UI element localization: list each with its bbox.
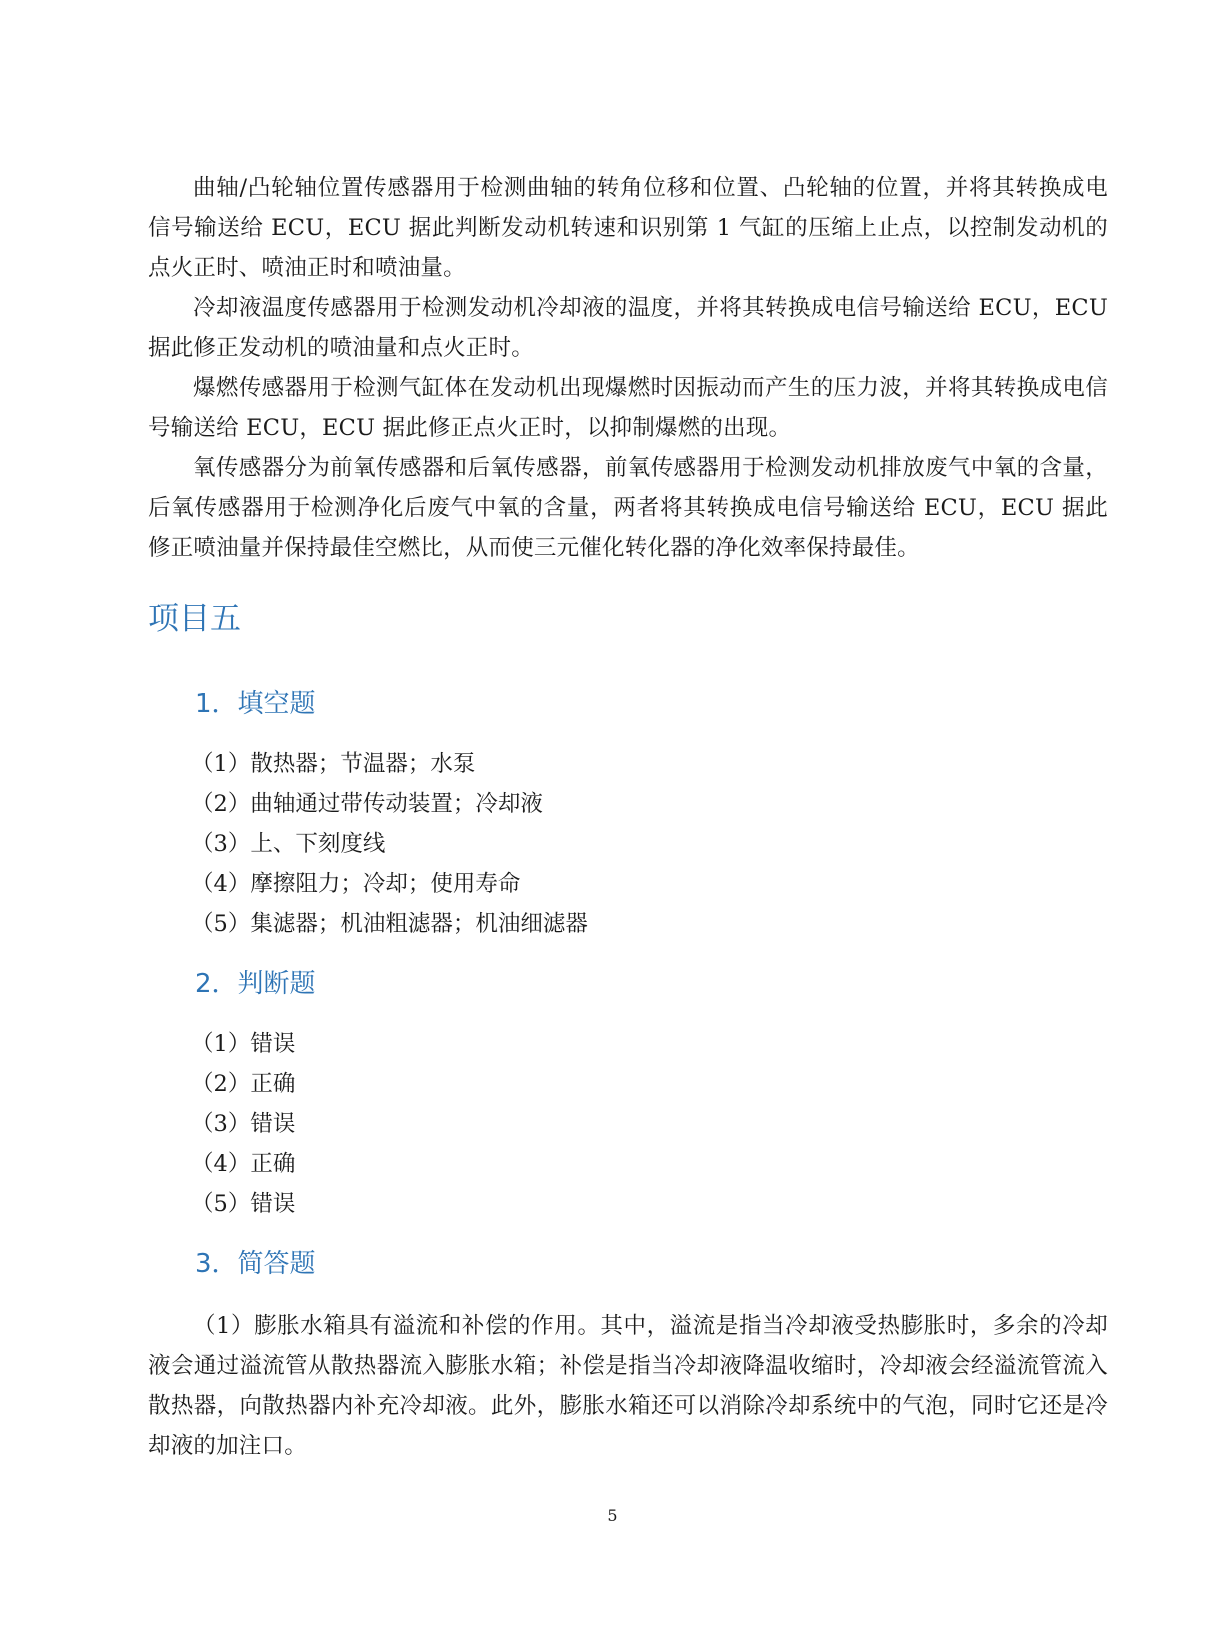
short-answer-paragraph: （1）膨胀水箱具有溢流和补偿的作用。其中，溢流是指当冷却液受热膨胀时，多余的冷却液会通过溢流管从散热器流入膨胀水箱；补偿是指当冷却液降温收缩时，冷却液会经溢流管流入散热器，向散热器内补充冷却液。此外，膨胀水箱还可以消除冷却系统中的气泡，同时它还是冷却液的加注口。 bbox=[148, 1313, 1108, 1459]
list-item: （2）正确 bbox=[191, 1071, 296, 1097]
paragraph-oxygen-sensor: 氧传感器分为前氧传感器和后氧传感器，前氧传感器用于检测发动机排放废气中氧的含量，后氧传感器用于检测净化后废气中氧的含量，两者将其转换成电信号输送给 ECU，ECU 据此修正喷油量并保持最佳空燃比，从而使三元催化转化器的净化效率保持最佳。 bbox=[148, 455, 1108, 561]
page-number: 5 bbox=[607, 1506, 618, 1525]
section-title-short-answer: 3．简答题 bbox=[195, 1249, 316, 1279]
fill-in-answer-list bbox=[148, 744, 1108, 944]
section-title-judgment: 2．判断题 bbox=[195, 969, 316, 999]
judgment-answer-list bbox=[148, 1024, 1108, 1224]
list-item: （3）上、下刻度线 bbox=[191, 831, 386, 857]
list-item: （1）错误 bbox=[191, 1031, 296, 1057]
list-item: （2）曲轴通过带传动装置；冷却液 bbox=[191, 791, 543, 817]
list-item: （4）正确 bbox=[191, 1151, 296, 1177]
paragraph-knock-sensor: 爆燃传感器用于检测气缸体在发动机出现爆燃时因振动而产生的压力波，并将其转换成电信号输送给 ECU，ECU 据此修正点火正时，以抑制爆燃的出现。 bbox=[148, 375, 1108, 441]
list-item: （1）散热器；节温器；水泵 bbox=[191, 751, 476, 777]
list-item: （5）错误 bbox=[191, 1191, 296, 1217]
section-title-fill-in: 1．填空题 bbox=[195, 689, 316, 719]
paragraph-coolant-temp-sensor: 冷却液温度传感器用于检测发动机冷却液的温度，并将其转换成电信号输送给 ECU，ECU 据此修正发动机的喷油量和点火正时。 bbox=[148, 295, 1108, 361]
project-title: 项目五 bbox=[148, 601, 241, 637]
list-item: （5）集滤器；机油粗滤器；机油细滤器 bbox=[191, 911, 588, 937]
list-item: （3）错误 bbox=[191, 1111, 296, 1137]
page-content bbox=[148, 168, 1108, 1466]
list-item: （4）摩擦阻力；冷却；使用寿命 bbox=[191, 871, 521, 897]
paragraph-crank-cam-sensor: 曲轴/凸轮轴位置传感器用于检测曲轴的转角位移和位置、凸轮轴的位置，并将其转换成电信号输送给 ECU，ECU 据此判断发动机转速和识别第 1 气缸的压缩上止点，以控制发动机的点火正时、喷油正时和喷油量。 bbox=[148, 175, 1108, 281]
